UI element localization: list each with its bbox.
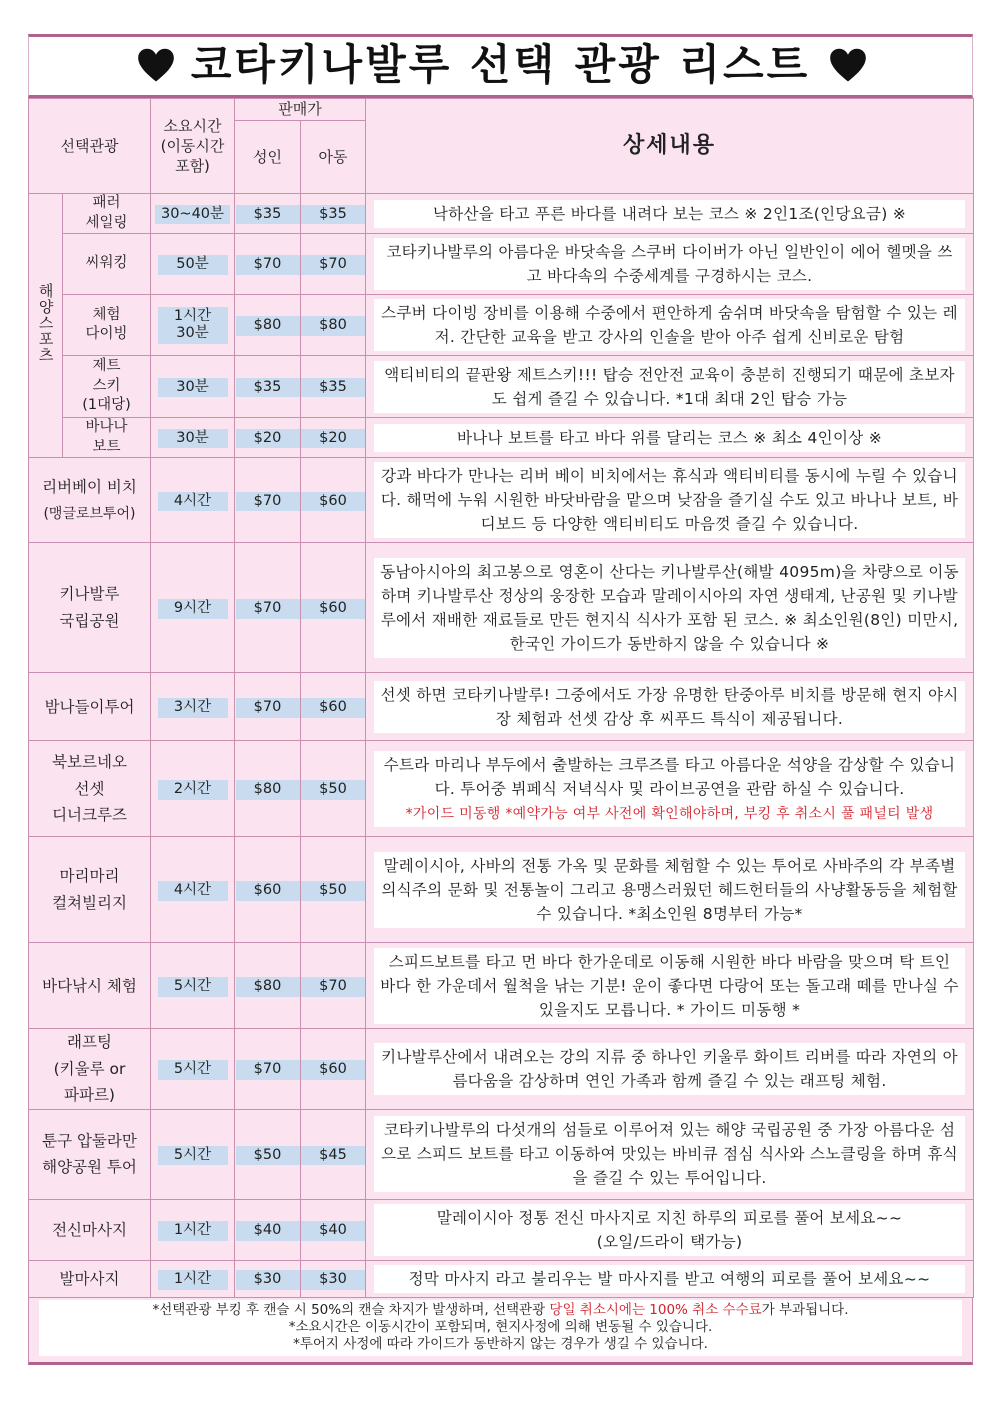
detail-cell	[366, 1109, 974, 1199]
duration-badge: 1시간	[158, 1221, 228, 1240]
tour-name: 체험 다이빙	[63, 295, 151, 356]
adult-price: $80	[236, 780, 300, 799]
table-row	[29, 1109, 974, 1199]
child-price: $30	[301, 1270, 365, 1289]
detail-text	[374, 462, 965, 538]
detail-text	[374, 299, 965, 351]
adult-price: $50	[236, 1146, 300, 1165]
tour-name: 제트 스키 (1대당)	[63, 356, 151, 418]
detail-body: 동남아시아의 최고봉으로 영혼이 산다는 키나발루산(해발 4095m)을 차량으로 이동하며 키나발루산 정상의 웅장한 모습과 말레이시아의 자연 생태계, 난공원 및 키나발루에서 재배한 재료들로 만든 현지식 식사가 포함 된 코스. ※ 최소인원(8인) 미만시, 한국인 가이드가 동반하지 않을 수 있습니다 ※	[380, 562, 959, 653]
adult-price-cell	[235, 673, 301, 741]
adult-price: $80	[236, 977, 300, 996]
tour-name: 씨워킹	[63, 234, 151, 295]
duration-badge: 5시간	[158, 1146, 228, 1165]
tour-name: 래프팅 (키울루 or 파파르)	[53, 1033, 126, 1105]
note-line-1: *선택관광 부킹 후 캔슬 시 50%의 캔슬 차지가 발생하며, 선택관광 당일 취소시에는 100% 취소 수수료가 부과됩니다.	[152, 1301, 849, 1318]
duration-badge: 30분	[158, 429, 228, 448]
adult-price-cell	[235, 1029, 301, 1110]
adult-price-cell	[235, 1109, 301, 1199]
tour-name: 발마사지	[59, 1269, 120, 1288]
tour-name-sub: (맹글로브투어)	[43, 505, 136, 522]
table-row	[29, 418, 974, 458]
tour-name: 바다낚시 체험	[42, 976, 137, 995]
duration-cell	[151, 1260, 235, 1297]
detail-cell	[366, 673, 974, 741]
tour-name-cell	[29, 943, 151, 1029]
child-price-cell	[301, 741, 366, 837]
child-price-cell	[301, 837, 366, 943]
duration-cell	[151, 1109, 235, 1199]
tour-name: 북보르네오 선셋 디너크루즈	[52, 753, 127, 825]
table-row	[29, 458, 974, 543]
section-label	[29, 194, 63, 458]
detail-body: 키나발루산에서 내려오는 강의 지류 중 하나인 키울루 화이트 리버를 따라 자연의 아름다움을 감상하며 연인 가족과 함께 즐길 수 있는 래프팅 체험.	[381, 1048, 958, 1091]
detail-cell	[366, 194, 974, 234]
detail-text	[374, 751, 965, 828]
child-price-cell	[301, 1199, 366, 1260]
child-price-cell	[301, 943, 366, 1029]
duration-badge: 2시간	[158, 780, 228, 799]
detail-text	[374, 200, 965, 228]
section-label-text: 해양스포츠	[36, 283, 55, 364]
child-price-cell	[301, 295, 366, 356]
duration-badge: 50분	[158, 255, 228, 274]
duration-cell	[151, 741, 235, 837]
detail-cell	[366, 234, 974, 295]
adult-price-cell	[235, 1199, 301, 1260]
child-price-cell	[301, 1260, 366, 1297]
detail-text	[374, 1116, 965, 1192]
header-adult: 성인	[235, 121, 301, 194]
duration-badge: 30~40분	[155, 205, 230, 224]
duration-badge: 30분	[158, 378, 228, 397]
header-child: 아동	[301, 121, 366, 194]
detail-cell	[366, 1199, 974, 1260]
adult-price: $40	[236, 1221, 300, 1240]
tour-name-cell	[29, 741, 151, 837]
detail-body: 액티비티의 끝판왕 제트스키!!! 탑승 전안전 교육이 충분히 진행되기 때문에 초보자도 쉽게 즐길 수 있습니다. *1대 최대 2인 탑승 가능	[384, 365, 955, 408]
detail-body: 선셋 하면 코타키나발루! 그중에서도 가장 유명한 탄중아루 비치를 방문해 현지 야시장 체험과 선셋 감상 후 씨푸드 특식이 제공됩니다.	[380, 685, 959, 728]
child-price: $80	[301, 316, 365, 335]
detail-body: 낙하산을 타고 푸른 바다를 내려다 보는 코스 ※ 2인1조(인당요금) ※	[432, 204, 907, 223]
detail-cell	[366, 1260, 974, 1297]
detail-cell	[366, 741, 974, 837]
tour-name-cell	[29, 458, 151, 543]
detail-cell	[366, 943, 974, 1029]
table-row	[29, 543, 974, 673]
child-price-cell	[301, 356, 366, 418]
detail-cell	[366, 837, 974, 943]
adult-price: $35	[236, 205, 300, 224]
child-price: $50	[301, 881, 365, 900]
detail-text	[374, 1043, 965, 1095]
tour-name: 키나발루 국립공원	[59, 585, 120, 630]
duration-cell	[151, 943, 235, 1029]
detail-body: 바나나 보트를 타고 바다 위를 달리는 코스 ※ 최소 4인이상 ※	[457, 428, 883, 447]
duration-cell	[151, 418, 235, 458]
duration-badge: 4시간	[158, 881, 228, 900]
tour-name-cell	[29, 543, 151, 673]
duration-cell	[151, 458, 235, 543]
duration-badge: 9시간	[158, 599, 228, 618]
detail-cell	[366, 295, 974, 356]
duration-cell	[151, 234, 235, 295]
table-row	[29, 741, 974, 837]
child-price-cell	[301, 1029, 366, 1110]
adult-price-cell	[235, 943, 301, 1029]
detail-text	[374, 1204, 965, 1256]
adult-price-cell	[235, 741, 301, 837]
heart-icon	[829, 47, 867, 85]
detail-text	[374, 361, 965, 413]
detail-cell	[366, 1029, 974, 1110]
table-row	[29, 1029, 974, 1110]
child-price-cell	[301, 418, 366, 458]
detail-body: 정막 마사지 라고 불리우는 발 마사지를 받고 여행의 피로를 풀어 보세요~~	[408, 1269, 931, 1288]
adult-price-cell	[235, 458, 301, 543]
adult-price-cell	[235, 194, 301, 234]
detail-body: 말레이시아, 사바의 전통 가옥 및 문화를 체험할 수 있는 투어로 사바주의 각 부족별 의식주의 문화 및 전통놀이 그리고 용맹스러웠던 헤드헌터들의 사냥활동등을 체험할 수 있습니다. *최소인원 8명부터 가능*	[381, 856, 958, 923]
detail-text	[374, 948, 965, 1024]
table-row	[29, 295, 974, 356]
detail-cell	[366, 543, 974, 673]
adult-price: $70	[236, 698, 300, 717]
adult-price-cell	[235, 543, 301, 673]
detail-text	[374, 238, 965, 290]
child-price: $35	[301, 205, 365, 224]
duration-cell	[151, 837, 235, 943]
adult-price-cell	[235, 234, 301, 295]
child-price: $60	[301, 698, 365, 717]
detail-text	[374, 424, 965, 452]
child-price: $60	[301, 599, 365, 618]
detail-body: 코타키나발루의 다섯개의 섬들로 이루어져 있는 해양 국립공원 중 가장 아름다운 섬으로 스피드 보트를 타고 이동하여 맛있는 바비큐 점심 식사와 스노클링을 하며 휴식을 즐길 수 있는 투어입니다.	[381, 1121, 958, 1188]
detail-warning: *가이드 미동행 *예약가능 여부 사전에 확인해야하며, 부킹 후 취소시 풀 패널티 발생	[405, 805, 934, 822]
duration-badge: 3시간	[158, 698, 228, 717]
tour-name: 리버베이 비치	[42, 478, 137, 497]
duration-cell	[151, 1199, 235, 1260]
tour-name-cell	[29, 1029, 151, 1110]
table-row	[29, 1260, 974, 1297]
duration-cell	[151, 295, 235, 356]
notes-box	[28, 1298, 973, 1365]
tour-name: 바나나 보트	[63, 418, 151, 458]
duration-cell	[151, 673, 235, 741]
child-price: $50	[301, 780, 365, 799]
child-price-cell	[301, 458, 366, 543]
note-line-2: *소요시간은 이동시간이 포함되며, 현지사정에 의해 변동될 수 있습니다.	[288, 1319, 713, 1336]
detail-body: 스쿠버 다이빙 장비를 이용해 수중에서 편안하게 숨쉬며 바닷속을 탐험할 수 있는 레저. 간단한 교육을 받고 강사의 인솔을 받아 아주 쉽게 신비로운 탐험	[381, 304, 958, 347]
child-price: $45	[301, 1146, 365, 1165]
table-row	[29, 673, 974, 741]
child-price-cell	[301, 1109, 366, 1199]
title-bar	[28, 34, 973, 98]
detail-body: 강과 바다가 만나는 리버 베이 비치에서는 휴식과 액티비티를 동시에 누릴 수 있습니다. 해먹에 누워 시원한 바닷바람을 맡으며 낮잠을 즐기실 수도 있고 바나나 보트, 바디보드 등 다양한 액티비티도 마음껏 즐길 수 있습니다.	[380, 467, 959, 534]
child-price: $60	[301, 492, 365, 511]
detail-text	[374, 1265, 965, 1293]
detail-body: 스피드보트를 타고 먼 바다 한가운데로 이동해 시원한 바다 바람을 맞으며 탁 트인 바다 한 가운데서 월척을 낚는 기분! 운이 좋다면 다랑어 또는 돌고래 떼를 만나실 수 있을지도 모릅니다. * 가이드 미동행 *	[380, 952, 959, 1019]
child-price: $20	[301, 429, 365, 448]
header-detail: 상세내용	[366, 99, 974, 194]
notes-text	[39, 1300, 962, 1356]
child-price-cell	[301, 234, 366, 295]
tour-name-cell	[29, 837, 151, 943]
child-price: $60	[301, 1060, 365, 1079]
tour-name: 패러 세일링	[63, 194, 151, 234]
duration-cell	[151, 543, 235, 673]
adult-price-cell	[235, 837, 301, 943]
detail-body: 수트라 마리나 부두에서 출발하는 크루즈를 타고 아름다운 석양을 감상할 수 있습니다. 투어중 뷔페식 저녁식사 및 라이브공연을 관람 하실 수 있습니다.	[383, 755, 956, 798]
detail-text	[374, 681, 965, 733]
child-price: $35	[301, 378, 365, 397]
child-price-cell	[301, 543, 366, 673]
adult-price: $70	[236, 1060, 300, 1079]
header-price: 판매가	[235, 99, 366, 121]
duration-badge: 4시간	[158, 492, 228, 511]
adult-price: $60	[236, 881, 300, 900]
adult-price: $35	[236, 378, 300, 397]
duration-cell	[151, 356, 235, 418]
table-row	[29, 234, 974, 295]
child-price: $70	[301, 977, 365, 996]
table-row	[29, 194, 974, 234]
adult-price: $70	[236, 255, 300, 274]
duration-cell	[151, 194, 235, 234]
tour-name: 툰구 압둘라만 해양공원 투어	[42, 1131, 137, 1177]
table-row	[29, 1199, 974, 1260]
tour-name: 마리마리 컬쳐빌리지	[52, 867, 127, 912]
adult-price: $70	[236, 492, 300, 511]
tour-name: 밤나들이투어	[44, 697, 135, 716]
duration-badge: 1시간	[158, 1270, 228, 1289]
adult-price: $70	[236, 599, 300, 618]
detail-cell	[366, 356, 974, 418]
duration-cell	[151, 1029, 235, 1110]
tour-name-cell	[29, 1109, 151, 1199]
child-price-cell	[301, 194, 366, 234]
adult-price-cell	[235, 1260, 301, 1297]
detail-cell	[366, 458, 974, 543]
detail-text	[374, 558, 965, 658]
duration-badge: 5시간	[158, 1060, 228, 1079]
adult-price-cell	[235, 295, 301, 356]
table-row	[29, 837, 974, 943]
adult-price-cell	[235, 418, 301, 458]
detail-text	[374, 852, 965, 928]
tour-name-cell	[29, 673, 151, 741]
duration-badge: 5시간	[158, 977, 228, 996]
tour-table	[28, 98, 974, 1298]
page-title: 코타키나발루 선택 관광 리스트	[190, 40, 811, 89]
table-row	[29, 356, 974, 418]
tour-name-cell	[29, 1199, 151, 1260]
tour-sheet	[28, 34, 973, 1365]
tour-name-cell	[29, 1260, 151, 1297]
note-line-3: *투어지 사정에 따라 가이드가 동반하지 않는 경우가 생길 수 있습니다.	[293, 1336, 708, 1353]
detail-body: 말레이시아 정통 전신 마사지로 지친 하루의 피로를 풀어 보세요~~ (오일/드라이 택가능)	[436, 1208, 903, 1251]
header-row	[29, 99, 974, 121]
duration-badge: 1시간 30분	[158, 307, 228, 344]
detail-cell	[366, 418, 974, 458]
adult-price-cell	[235, 356, 301, 418]
header-duration: 소요시간 (이동시간 포함)	[151, 99, 235, 194]
adult-price: $30	[236, 1270, 300, 1289]
tour-name: 전신마사지	[52, 1220, 127, 1239]
child-price: $40	[301, 1221, 365, 1240]
adult-price: $80	[236, 316, 300, 335]
child-price-cell	[301, 673, 366, 741]
child-price: $70	[301, 255, 365, 274]
table-row	[29, 943, 974, 1029]
detail-body: 코타키나발루의 아름다운 바닷속을 스쿠버 다이버가 아닌 일반인이 에어 헬멧을 쓰고 바다속의 수중세계를 구경하시는 코스.	[386, 243, 953, 286]
adult-price: $20	[236, 429, 300, 448]
header-tour: 선택관광	[29, 99, 151, 194]
